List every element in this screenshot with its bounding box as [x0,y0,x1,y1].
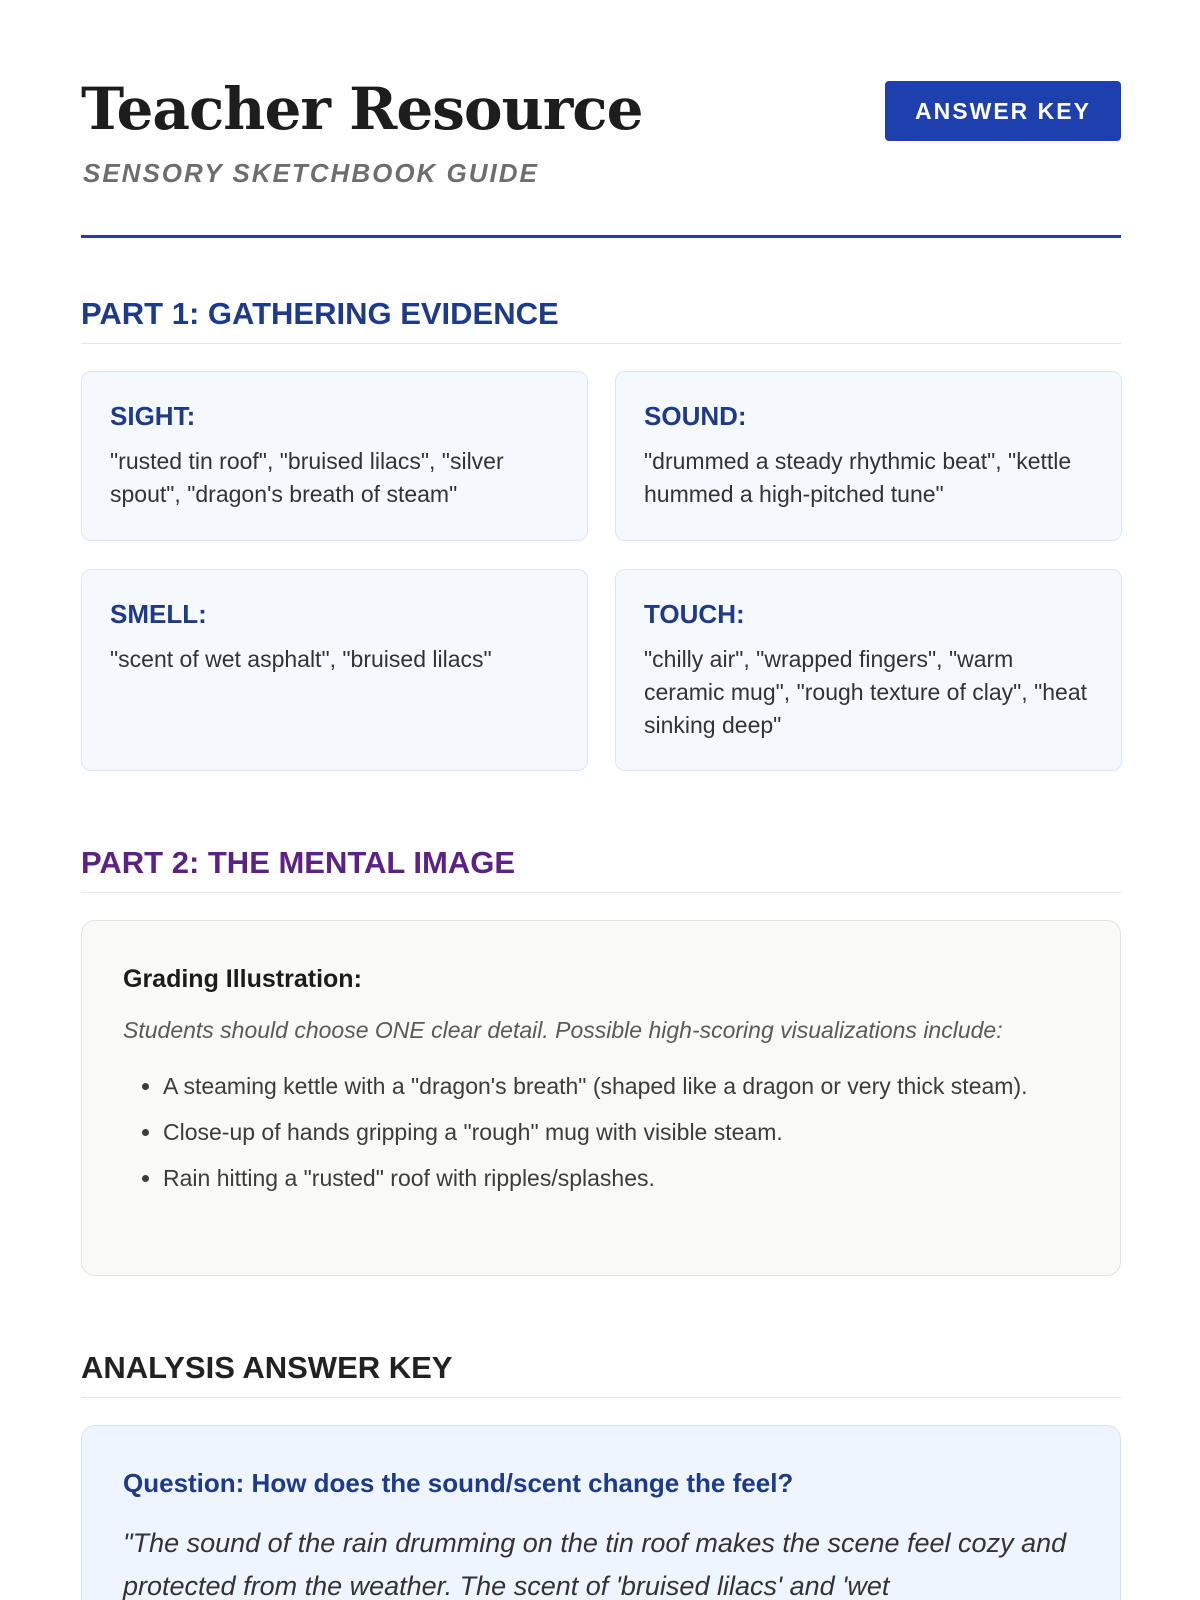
grading-intro: Students should choose ONE clear detail. Possible high-scoring visualizations include: [123,1017,1003,1043]
part1-section [81,298,1121,771]
sound-text: "drummed a steady rhythmic beat", "kettle hummed a high-pitched tune" [644,447,1072,507]
document-content [81,0,1121,1600]
answer-box [81,1425,1121,1600]
touch-text: "chilly air", "wrapped fingers", "warm ceramic mug", "rough texture of clay", "heat sinking deep" [644,645,1088,738]
question-text: Question: How does the sound/scent change the feel? [123,1468,794,1498]
sound-card [615,371,1122,541]
page-subtitle: SENSORY SKETCHBOOK GUIDE [83,158,539,188]
sight-label: SIGHT: [110,401,196,431]
visualization-list [123,1070,1080,1195]
sight-card [81,371,588,541]
part1-heading: PART 1: GATHERING EVIDENCE [81,298,1121,344]
list-item: • A steaming kettle with a "dragon's breath" (shaped like a dragon or very thick steam). [163,1070,1080,1103]
analysis-section [81,1352,1121,1600]
touch-card [615,569,1122,771]
sound-label: SOUND: [644,401,747,431]
sight-text: "rusted tin roof", "bruised lilacs", "silver spout", "dragon's breath of steam" [110,447,504,507]
analysis-heading: ANALYSIS ANSWER KEY [81,1352,1121,1398]
document-header [81,0,1121,238]
smell-label: SMELL: [110,599,207,629]
smell-text: "scent of wet asphalt", "bruised lilacs" [110,645,492,672]
sense-card-grid [81,371,1121,771]
answer-text: "The sound of the rain drumming on the tin roof makes the scene feel cozy and protected from the weather. The scent of 'bruised lilacs' and 'wet [123,1528,1067,1600]
part2-section [81,847,1121,1276]
grading-title: Grading Illustration: [123,965,362,993]
touch-label: TOUCH: [644,599,745,629]
grading-panel [81,920,1121,1276]
smell-card [81,569,588,771]
page-title: Teacher Resource [81,75,643,143]
part2-heading: PART 2: THE MENTAL IMAGE [81,847,1121,893]
list-item: • Rain hitting a "rusted" roof with ripples/splashes. [163,1162,1080,1195]
list-item: • Close-up of hands gripping a "rough" mug with visible steam. [163,1116,1080,1149]
answer-key-badge: ANSWER KEY [885,81,1121,141]
